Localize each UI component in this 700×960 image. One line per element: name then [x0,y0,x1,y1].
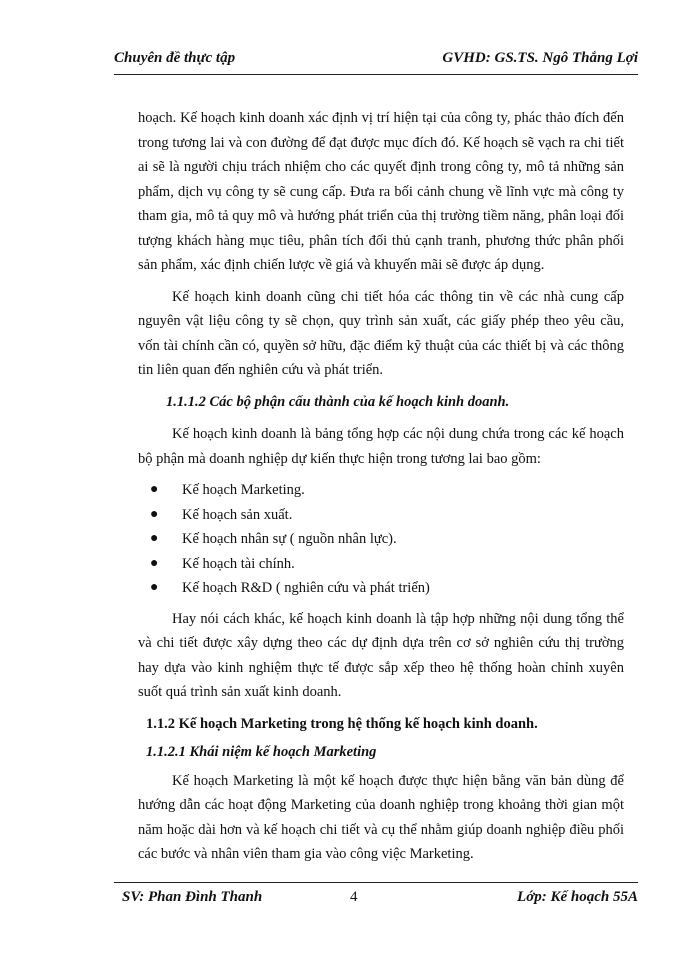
plan-components-list [138,478,624,601]
paragraph-4: Hay nói cách khác, kế hoạch kinh doanh là tập hợp những nội dung tổng thể và chi tiết được xây dựng theo các dự định dựa trên cơ sở nghiên cứu thị trường hay dựa vào kinh nghiệm thực tế được sắp xếp theo hệ thống hoàn chỉnh xuyên suốt quá trình sản xuất kinh doanh. [138,610,624,700]
paragraph-3: Kế hoạch kinh doanh là bảng tổng hợp các nội dung chứa trong các kế hoạch bộ phận mà doanh nghiệp dự kiến thực hiện trong tương lai bao gồm: [138,426,624,467]
paragraph-2: Kế hoạch kinh doanh cũng chi tiết hóa các thông tin về các nhà cung cấp nguyên vật liệu công ty sẽ chọn, quy trình sản xuất, các giấy phép theo yêu cầu, vốn tài chính cần có, quyền sở hữu, đặc điểm kỹ thuật của các thiết bị và các thông tin liên quan đến nghiên cứu và phát triển. [138,288,624,378]
list-item: ● Kế hoạch Marketing. [138,478,624,503]
bullet-icon: ● [150,531,159,546]
document-body [138,106,624,874]
bullet-icon: ● [150,482,159,497]
list-item: ● Kế hoạch R&D ( nghiên cứu và phát triển) [138,576,624,601]
header-report-title: Chuyên đề thực tập [114,50,236,66]
list-item: ● Kế hoạch nhân sự ( nguồn nhân lực). [138,527,624,552]
bullet-icon: ● [150,555,159,571]
bullet-icon: ● [150,580,159,595]
list-item: ● Kế hoạch sản xuất. [138,503,624,528]
section-heading-112: 1.1.2 Kế hoạch Marketing trong hệ thống kế hoạch kinh doanh. [146,715,538,732]
page-footer [114,882,638,909]
footer-student: SV: Phan Đình Thanh [122,889,263,905]
footer-class: Lớp: Kế hoạch 55A [517,889,638,905]
paragraph-5: Kế hoạch Marketing là một kế hoạch được thực hiện bằng văn bản dùng để hướng dẫn các hoạt động Marketing của doanh nghiệp trong khoảng thời gian một năm hoặc dài hơn và kế hoạch chi tiết và cụ thể nhằm giúp doanh nghiệp điều phối các bước và nhân viên tham gia vào công việc Marketing. [138,772,624,862]
paragraph-1: hoạch. Kế hoạch kinh doanh xác định vị trí hiện tại của công ty, phác thảo đích đến trong tương lai và con đường để đạt được mục đích đó. Kế hoạch sẽ vạch ra chi tiết ai sẽ là người chịu trách nhiệm cho các quyết định trong công ty, mô tả những sản phẩm, dịch vụ công ty sẽ cung cấp. Đưa ra bối cảnh chung về lĩnh vực mà công ty tham gia, mô tả quy mô và hướng phát triển của thị trường tiềm năng, phân loại đối tượng khách hàng mục tiêu, phân tích đối thủ cạnh tranh, phương thức phân phối sản phẩm, xác định chiến lược về giá và khuyến mãi sẽ được áp dụng. [138,110,624,273]
bullet-icon: ● [150,506,159,522]
header-supervisor: GVHD: GS.TS. Ngô Thắng Lợi [442,50,638,66]
list-item: ● Kế hoạch tài chính. [138,552,624,577]
section-heading-1112: 1.1.1.2 Các bộ phận cấu thành của kế hoạch kinh doanh. [166,393,510,410]
section-heading-1121: 1.1.2.1 Khái niệm kế hoạch Marketing [146,744,377,760]
page-number: 4 [350,889,358,905]
page-header [114,50,638,75]
